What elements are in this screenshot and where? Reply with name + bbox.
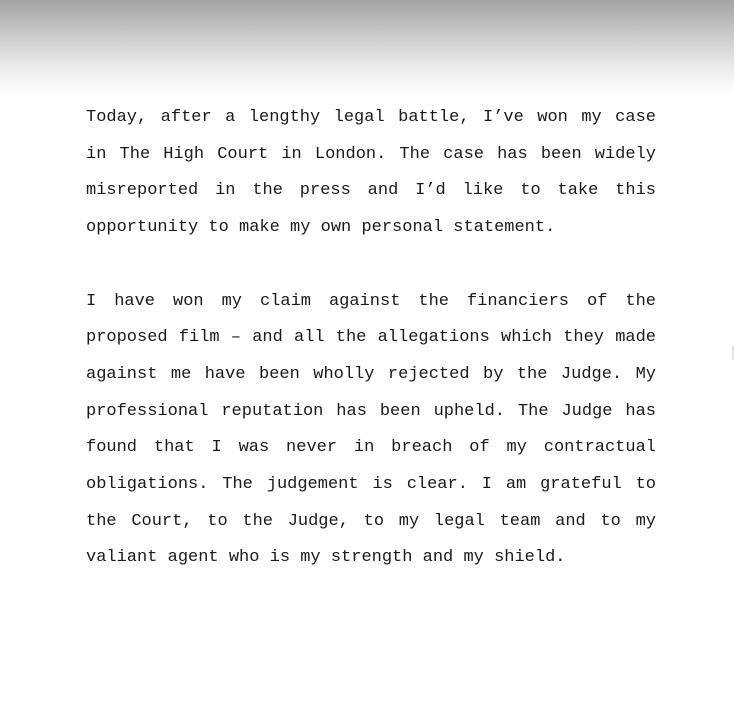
paragraph-spacer — [86, 247, 656, 284]
statement-paragraph-2: I have won my claim against the financiers of the proposed film – and all the allegations which they made against me have been wholly rejected by the Judge. My professional reputation has been upheld. The Judge has found that I was never in breach of my contractual obligations. The judgement is clear. I am grateful to the Court, to the Judge, to my legal team and to my valiant agent who is my strength and my shield. — [86, 291, 656, 568]
statement-text — [86, 100, 656, 577]
statement-paragraph-1: Today, after a lengthy legal battle, I’ve won my case in The High Court in London. The case has been widely misreported in the press and I’d like to take this opportunity to make my own personal statement. — [86, 108, 656, 238]
top-gradient-shade — [0, 0, 734, 96]
